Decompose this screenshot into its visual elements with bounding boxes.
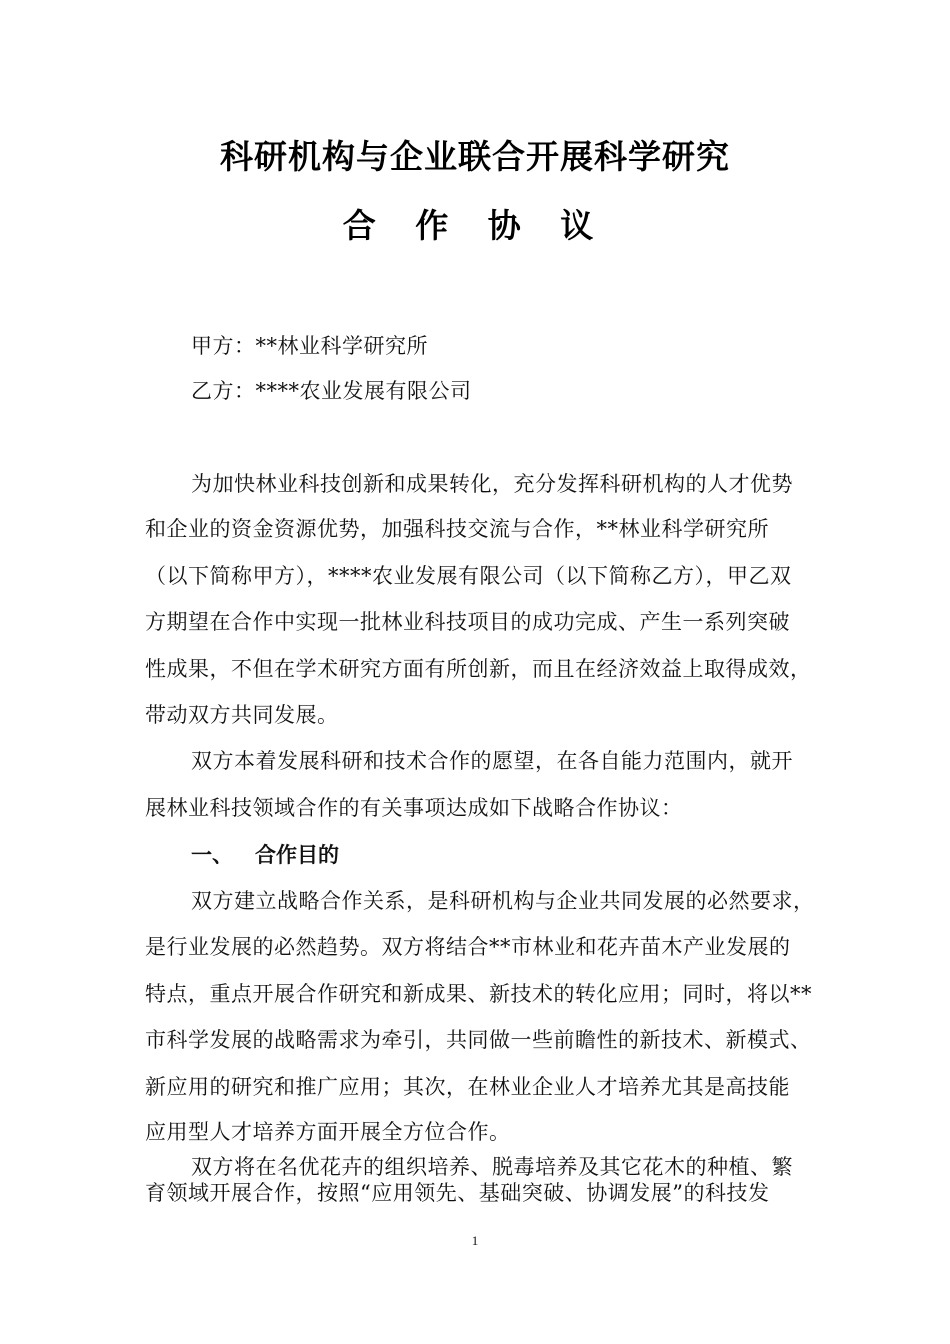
paragraph-line: 方期望在合作中实现一批林业科技项目的成功完成、产生一系列突破 (145, 610, 790, 634)
paragraph-line: 双方建立战略合作关系，是科研机构与企业共同发展的必然要求， (191, 889, 815, 913)
page-number: 1 (471, 1233, 479, 1248)
party-a: 甲方：**林业科学研究所 (191, 334, 428, 358)
paragraph-line: 市科学发展的战略需求为牵引，共同做一些前瞻性的新技术、新模式、 (145, 1028, 812, 1052)
paragraph-line: 双方将在名优花卉的组织培养、脱毒培养及其它花木的种植、繁 (191, 1155, 793, 1179)
paragraph-line: （以下简称甲方），****农业发展有限公司（以下简称乙方），甲乙双 (145, 564, 792, 588)
paragraph-line: 为加快林业科技创新和成果转化，充分发挥科研机构的人才优势 (191, 472, 793, 496)
section-heading (191, 840, 339, 870)
document-title: 科研机构与企业联合开展科学研究 (220, 137, 730, 176)
section-title: 合作目的 (255, 843, 339, 867)
paragraph-line: 带动双方共同发展。 (145, 703, 339, 727)
paragraph-line: 双方本着发展科研和技术合作的愿望，在各自能力范围内，就开 (191, 749, 793, 773)
document-subtitle: 合 作 协 议 (342, 206, 608, 245)
paragraph-line: 应用型人才培养方面开展全方位合作。 (145, 1120, 511, 1144)
section-number: 一、 (191, 843, 233, 867)
paragraph-line: 性成果，不但在学术研究方面有所创新，而且在经济效益上取得成效， (145, 657, 812, 681)
paragraph-line: 和企业的资金资源优势，加强科技交流与合作，**林业科学研究所 (145, 517, 769, 541)
paragraph-line: 育领域开展合作，按照“应用领先、基础突破、协调发展”的科技发 (145, 1181, 770, 1205)
paragraph-line: 是行业发展的必然趋势。双方将结合**市林业和花卉苗木产业发展的 (145, 935, 791, 959)
paragraph-line: 特点，重点开展合作研究和新成果、新技术的转化应用；同时，将以** (145, 982, 812, 1006)
paragraph-line: 展林业科技领域合作的有关事项达成如下战略合作协议： (145, 796, 683, 820)
party-b: 乙方：****农业发展有限公司 (191, 379, 472, 403)
paragraph-line: 新应用的研究和推广应用；其次，在林业企业人才培养尤其是高技能 (145, 1075, 790, 1099)
